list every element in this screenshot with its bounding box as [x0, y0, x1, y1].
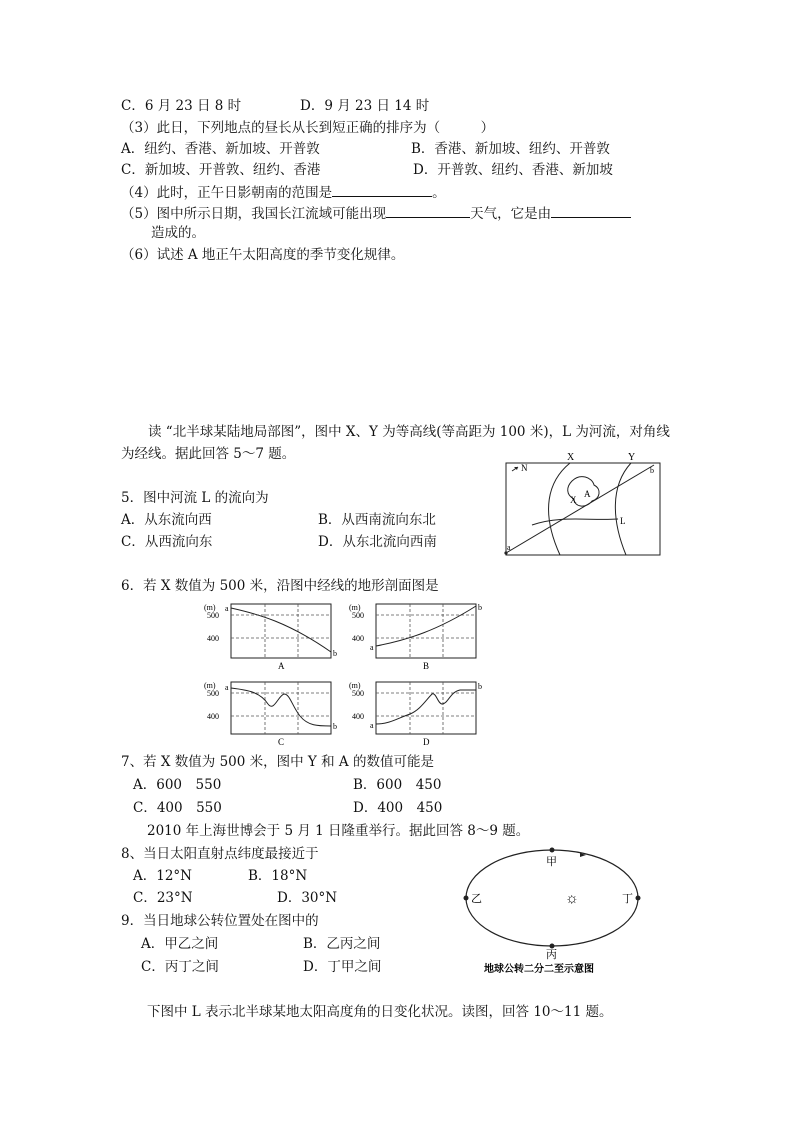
- orbit-point-ding: [636, 896, 641, 901]
- intro3-text: 下图中 L 表示北半球某地太阳高度角的日变化状况。读图，回答 10～11 题。: [147, 1004, 613, 1020]
- profile-c-start: a: [225, 683, 229, 692]
- profile-c-unit: (m): [204, 681, 216, 690]
- profile-b-label: B: [423, 661, 430, 671]
- q7-option-d: D．400 450: [353, 800, 443, 816]
- q9-option-c: C．丙丁之间: [141, 959, 219, 975]
- profile-b-tick-500: 500: [352, 611, 364, 620]
- q4-text: （4）此时，正午日影朝南的范围是: [121, 185, 333, 201]
- q4-end: 。: [432, 185, 446, 201]
- contour-x: [549, 463, 570, 555]
- profile-a: [204, 603, 337, 671]
- profile-c-tick-500: 500: [207, 689, 219, 698]
- profile-d-label: D: [423, 737, 430, 747]
- profile-a-unit: (m): [204, 603, 216, 612]
- label-ding: 丁: [622, 893, 633, 905]
- profile-a-curve: [231, 608, 331, 652]
- profile-a-end: b: [333, 649, 337, 658]
- q9-option-b: B．乙丙之间: [303, 936, 381, 952]
- river-l-label: L: [620, 516, 626, 526]
- q5-stem: 5．图中河流 L 的流向为: [121, 490, 269, 506]
- orbit-point-jia: [550, 848, 555, 853]
- profile-c: [204, 681, 337, 747]
- x-inner-label: X: [570, 495, 577, 505]
- profile-a-label: A: [278, 661, 285, 671]
- profile-d: [349, 681, 482, 747]
- profile-d-curve: [376, 690, 476, 724]
- q4-line: [121, 183, 446, 202]
- contour-map: [500, 451, 662, 559]
- q5-option-c: C．从西流向东: [121, 534, 213, 550]
- q9-stem: 9．当日地球公转位置处在图中的: [121, 913, 319, 929]
- orbit-point-yi: [464, 896, 469, 901]
- q5b-line: [121, 204, 631, 223]
- orbit-diagram: [462, 844, 646, 978]
- profile-d-tick-500: 500: [352, 689, 364, 698]
- q8-option-a: A．12°N: [133, 868, 192, 884]
- q4-answer-blank[interactable]: [332, 183, 432, 197]
- q8-stem: 8、当日太阳直射点纬度最接近于: [121, 846, 319, 862]
- profile-b-frame: [376, 604, 476, 658]
- q3-option-b: B．香港、新加坡、纽约、开普敦: [411, 141, 610, 157]
- q5b-cont: 造成的。: [151, 225, 205, 241]
- orbit-caption: 地球公转二分二至示意图: [484, 964, 594, 975]
- profile-b-curve: [376, 606, 476, 646]
- point-a-label: A: [584, 489, 591, 499]
- profile-b: [349, 603, 482, 671]
- x-top-label: X: [567, 452, 575, 463]
- meridian-line: [506, 465, 654, 553]
- sun-icon: ☼: [565, 891, 579, 907]
- q5b-answer-blank-2[interactable]: [551, 204, 631, 218]
- profile-d-unit: (m): [349, 681, 361, 690]
- q7-option-b: B．600 450: [353, 777, 442, 793]
- q9-option-a: A．甲乙之间: [141, 936, 219, 952]
- label-jia: 甲: [546, 856, 557, 868]
- q3-stem: （3）此日，下列地点的昼长从长到短正确的排序为（ ）: [121, 120, 495, 136]
- profile-c-frame: [231, 682, 331, 734]
- intro1-line2: 为经线。据此回答 5～7 题。: [121, 446, 296, 462]
- q7-stem: 7、若 X 数值为 500 米，图中 Y 和 A 的数值可能是: [121, 754, 434, 770]
- profile-d-tick-400: 400: [352, 712, 364, 721]
- label-bing: 丙: [546, 949, 557, 961]
- q3-option-d: D．开普敦、纽约、香港、新加坡: [413, 162, 613, 178]
- q5b-answer-blank-1[interactable]: [386, 204, 470, 218]
- intro1-line1: 读 “北半球某陆地局部图”，图中 X、Y 为等高线(等高距为 100 米)，L 为河流，对角线: [148, 424, 670, 440]
- profile-c-label: C: [278, 737, 285, 747]
- contour-y: [615, 463, 631, 555]
- q6-stem: 6．若 X 数值为 500 米，沿图中经线的地形剖面图是: [121, 578, 439, 594]
- profile-c-curve: [231, 688, 331, 726]
- profile-c-tick-400: 400: [207, 712, 219, 721]
- profile-b-start: a: [370, 643, 374, 652]
- q8-option-b: B．18°N: [248, 868, 308, 884]
- intro2-text: 2010 年上海世博会于 5 月 1 日隆重举行。据此回答 8～9 题。: [147, 823, 530, 839]
- profile-b-unit: (m): [349, 603, 361, 612]
- q3-option-a: A．纽约、香港、新加坡、开普敦: [121, 141, 320, 157]
- profile-c-end: b: [333, 722, 337, 731]
- north-label: N: [521, 463, 528, 473]
- profile-a-tick-400: 400: [207, 634, 219, 643]
- profile-d-start: a: [370, 721, 374, 730]
- b-label: b: [650, 466, 654, 475]
- q2-option-d: D．9 月 23 日 14 时: [300, 98, 430, 114]
- profile-panels: [198, 600, 498, 750]
- orbit-point-bing: [550, 944, 555, 949]
- q8-option-d: D．30°N: [277, 890, 338, 906]
- q5-option-a: A．从东流向西: [121, 512, 212, 528]
- q5b-text: （5）图中所示日期，我国长江流域可能出现: [121, 206, 387, 222]
- q5-option-b: B．从西南流向东北: [318, 512, 436, 528]
- q5-option-d: D．从东北流向西南: [318, 534, 437, 550]
- q6b-text: （6）试述 A 地正午太阳高度的季节变化规律。: [121, 247, 405, 263]
- q9-option-d: D．丁甲之间: [303, 959, 382, 975]
- q7-option-c: C．400 550: [133, 800, 222, 816]
- a-label: a: [507, 543, 511, 552]
- label-yi: 乙: [471, 893, 482, 905]
- profile-a-start: a: [225, 604, 229, 613]
- profile-b-tick-400: 400: [352, 634, 364, 643]
- y-top-label: Y: [628, 452, 636, 463]
- river-l: [532, 519, 618, 525]
- q8-option-c: C．23°N: [133, 890, 193, 906]
- profile-b-end: b: [478, 603, 482, 612]
- profile-a-tick-500: 500: [207, 611, 219, 620]
- q7-option-a: A．600 550: [133, 777, 222, 793]
- profile-d-end: b: [478, 682, 482, 691]
- q2-option-c: C．6 月 23 日 8 时: [121, 98, 242, 114]
- q3-option-c: C．新加坡、开普敦、纽约、香港: [121, 162, 321, 178]
- q5b-mid: 天气，它是由: [470, 206, 552, 222]
